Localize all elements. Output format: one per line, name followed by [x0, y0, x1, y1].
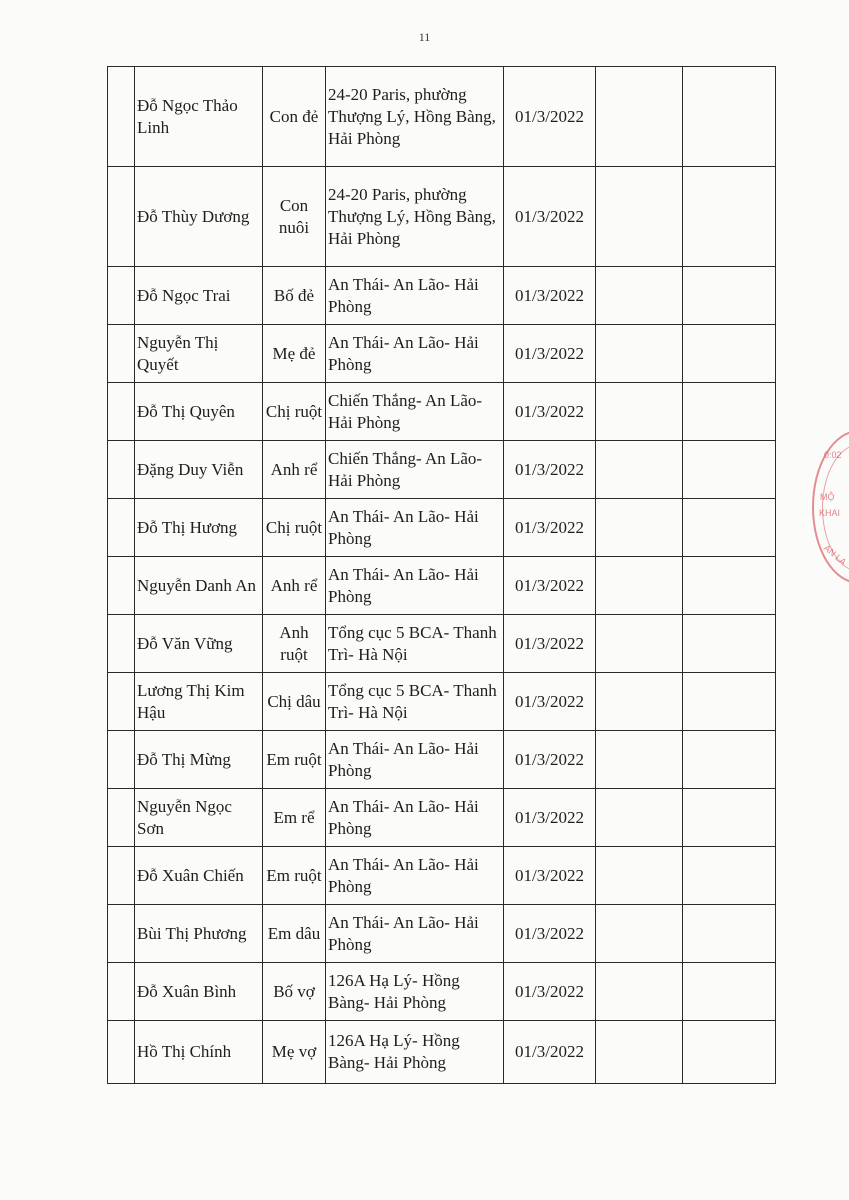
- address-cell: 24-20 Paris, phường Thượng Lý, Hồng Bàng, Hải Phòng: [326, 67, 504, 167]
- empty-cell: [596, 441, 683, 499]
- empty-cell: [683, 325, 776, 383]
- date-cell: 01/3/2022: [504, 167, 596, 267]
- empty-cell: [683, 499, 776, 557]
- address-cell: Tổng cục 5 BCA- Thanh Trì- Hà Nội: [326, 615, 504, 673]
- table-row: [108, 615, 776, 673]
- name-cell: Hồ Thị Chính: [135, 1021, 263, 1084]
- relation-cell: Bố vợ: [263, 963, 326, 1021]
- date-cell: 01/3/2022: [504, 1021, 596, 1084]
- date-cell: 01/3/2022: [504, 905, 596, 963]
- empty-cell: [596, 557, 683, 615]
- empty-cell: [683, 557, 776, 615]
- address-cell: Chiến Thắng- An Lão- Hải Phòng: [326, 441, 504, 499]
- date-cell: 01/3/2022: [504, 499, 596, 557]
- name-cell: Đỗ Thùy Dương: [135, 167, 263, 267]
- relation-cell: Em dâu: [263, 905, 326, 963]
- empty-cell: [683, 731, 776, 789]
- row-index-cell: [108, 789, 135, 847]
- name-cell: Nguyễn Ngọc Sơn: [135, 789, 263, 847]
- relation-cell: Chị dâu: [263, 673, 326, 731]
- date-cell: 01/3/2022: [504, 325, 596, 383]
- address-cell: An Thái- An Lão- Hải Phòng: [326, 267, 504, 325]
- seal-text-fragment: AN LA: [821, 542, 849, 568]
- empty-cell: [683, 167, 776, 267]
- empty-cell: [683, 1021, 776, 1084]
- name-cell: Đỗ Xuân Bình: [135, 963, 263, 1021]
- date-cell: 01/3/2022: [504, 441, 596, 499]
- table-row: [108, 67, 776, 167]
- row-index-cell: [108, 325, 135, 383]
- name-cell: Đặng Duy Viễn: [135, 441, 263, 499]
- table-row: [108, 1021, 776, 1084]
- address-cell: An Thái- An Lão- Hải Phòng: [326, 905, 504, 963]
- table-row: [108, 789, 776, 847]
- table-row: [108, 267, 776, 325]
- relation-cell: Em ruột: [263, 731, 326, 789]
- table-row: [108, 963, 776, 1021]
- relation-cell: Em rể: [263, 789, 326, 847]
- date-cell: 01/3/2022: [504, 615, 596, 673]
- name-cell: Đỗ Văn Vững: [135, 615, 263, 673]
- empty-cell: [596, 731, 683, 789]
- empty-cell: [683, 441, 776, 499]
- seal-text-fragment: 0:02: [824, 450, 842, 460]
- relation-cell: Chị ruột: [263, 499, 326, 557]
- seal-text-fragment: MỘ: [820, 492, 835, 502]
- name-cell: Đỗ Thị Quyên: [135, 383, 263, 441]
- row-index-cell: [108, 847, 135, 905]
- empty-cell: [596, 267, 683, 325]
- row-index-cell: [108, 267, 135, 325]
- date-cell: 01/3/2022: [504, 267, 596, 325]
- date-cell: 01/3/2022: [504, 557, 596, 615]
- relatives-table: [107, 66, 776, 1084]
- row-index-cell: [108, 499, 135, 557]
- empty-cell: [683, 383, 776, 441]
- empty-cell: [596, 383, 683, 441]
- address-cell: An Thái- An Lão- Hải Phòng: [326, 325, 504, 383]
- row-index-cell: [108, 963, 135, 1021]
- table-row: [108, 167, 776, 267]
- table-row: [108, 557, 776, 615]
- name-cell: Lương Thị Kim Hậu: [135, 673, 263, 731]
- date-cell: 01/3/2022: [504, 383, 596, 441]
- address-cell: 126A Hạ Lý- Hồng Bàng- Hải Phòng: [326, 963, 504, 1021]
- row-index-cell: [108, 167, 135, 267]
- relation-cell: Bố đẻ: [263, 267, 326, 325]
- table-row: [108, 441, 776, 499]
- address-cell: Tổng cục 5 BCA- Thanh Trì- Hà Nội: [326, 673, 504, 731]
- address-cell: An Thái- An Lão- Hải Phòng: [326, 847, 504, 905]
- address-cell: An Thái- An Lão- Hải Phòng: [326, 789, 504, 847]
- row-index-cell: [108, 615, 135, 673]
- table-row: [108, 499, 776, 557]
- name-cell: Đỗ Thị Mừng: [135, 731, 263, 789]
- relation-cell: Mẹ vợ: [263, 1021, 326, 1084]
- address-cell: An Thái- An Lão- Hải Phòng: [326, 499, 504, 557]
- date-cell: 01/3/2022: [504, 847, 596, 905]
- date-cell: 01/3/2022: [504, 673, 596, 731]
- table-row: [108, 325, 776, 383]
- date-cell: 01/3/2022: [504, 67, 596, 167]
- empty-cell: [683, 847, 776, 905]
- relation-cell: Anh rể: [263, 557, 326, 615]
- name-cell: Đỗ Ngọc Trai: [135, 267, 263, 325]
- name-cell: Nguyễn Danh An: [135, 557, 263, 615]
- empty-cell: [596, 67, 683, 167]
- table-row: [108, 905, 776, 963]
- empty-cell: [596, 1021, 683, 1084]
- address-cell: An Thái- An Lão- Hải Phòng: [326, 731, 504, 789]
- row-index-cell: [108, 441, 135, 499]
- relation-cell: Anh ruột: [263, 615, 326, 673]
- address-cell: 24-20 Paris, phường Thượng Lý, Hồng Bàng, Hải Phòng: [326, 167, 504, 267]
- name-cell: Đỗ Thị Hương: [135, 499, 263, 557]
- table-body: [108, 67, 776, 1084]
- empty-cell: [596, 905, 683, 963]
- row-index-cell: [108, 731, 135, 789]
- empty-cell: [683, 67, 776, 167]
- date-cell: 01/3/2022: [504, 731, 596, 789]
- row-index-cell: [108, 673, 135, 731]
- empty-cell: [683, 615, 776, 673]
- empty-cell: [683, 905, 776, 963]
- empty-cell: [596, 789, 683, 847]
- page-number: 11: [418, 30, 431, 44]
- relation-cell: Con đẻ: [263, 67, 326, 167]
- table-row: [108, 731, 776, 789]
- empty-cell: [683, 673, 776, 731]
- date-cell: 01/3/2022: [504, 963, 596, 1021]
- name-cell: Nguyễn Thị Quyết: [135, 325, 263, 383]
- empty-cell: [596, 673, 683, 731]
- empty-cell: [683, 963, 776, 1021]
- relation-cell: Mẹ đẻ: [263, 325, 326, 383]
- empty-cell: [596, 167, 683, 267]
- relation-cell: Anh rể: [263, 441, 326, 499]
- address-cell: Chiến Thắng- An Lão- Hải Phòng: [326, 383, 504, 441]
- row-index-cell: [108, 67, 135, 167]
- empty-cell: [596, 499, 683, 557]
- empty-cell: [683, 789, 776, 847]
- row-index-cell: [108, 557, 135, 615]
- address-cell: An Thái- An Lão- Hải Phòng: [326, 557, 504, 615]
- row-index-cell: [108, 1021, 135, 1084]
- name-cell: Bùi Thị Phương: [135, 905, 263, 963]
- empty-cell: [596, 615, 683, 673]
- empty-cell: [683, 267, 776, 325]
- table-row: [108, 673, 776, 731]
- address-cell: 126A Hạ Lý- Hồng Bàng- Hải Phòng: [326, 1021, 504, 1084]
- empty-cell: [596, 847, 683, 905]
- seal-text-fragment: KHAI: [819, 508, 841, 518]
- red-seal-stamp: [812, 430, 849, 584]
- name-cell: Đỗ Ngọc Thảo Linh: [135, 67, 263, 167]
- name-cell: Đỗ Xuân Chiến: [135, 847, 263, 905]
- table-row: [108, 383, 776, 441]
- relation-cell: Chị ruột: [263, 383, 326, 441]
- relation-cell: Con nuôi: [263, 167, 326, 267]
- row-index-cell: [108, 383, 135, 441]
- date-cell: 01/3/2022: [504, 789, 596, 847]
- relation-cell: Em ruột: [263, 847, 326, 905]
- table-row: [108, 847, 776, 905]
- empty-cell: [596, 325, 683, 383]
- empty-cell: [596, 963, 683, 1021]
- row-index-cell: [108, 905, 135, 963]
